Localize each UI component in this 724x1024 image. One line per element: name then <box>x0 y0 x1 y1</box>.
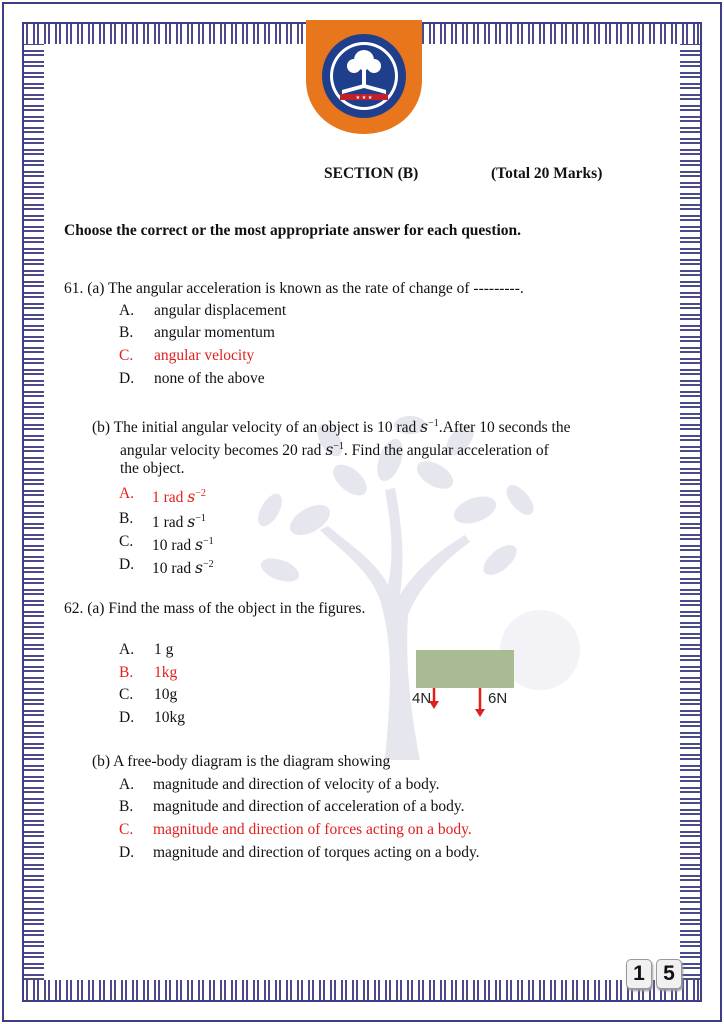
school-crest-logo <box>306 20 422 134</box>
option-text: 1 g <box>154 641 174 658</box>
question-62a-stem: 62. (a) Find the mass of the object in the figures. <box>64 600 366 617</box>
stem-text: . Find the angular acceleration of <box>343 442 549 460</box>
option-text: angular velocity <box>154 347 255 364</box>
unit-exponent: −2 <box>203 559 214 570</box>
svg-text:★ ★ ★: ★ ★ ★ <box>355 95 373 101</box>
option-text <box>152 484 206 508</box>
stem-text: angular velocity becomes 20 rad <box>120 442 326 460</box>
right-force-label: 6N <box>488 690 508 707</box>
unit-symbol: s <box>187 488 196 507</box>
option-text <box>152 555 214 579</box>
unit-symbol: s <box>420 418 429 437</box>
option-letter: D. <box>119 556 135 573</box>
unit-symbol: s <box>187 513 196 532</box>
option-text: 1kg <box>154 664 178 681</box>
question-61b-line3: the object. <box>120 460 185 477</box>
unit-exponent: −2 <box>195 488 206 499</box>
option-62a-d[interactable] <box>119 708 185 728</box>
option-61b-d[interactable] <box>119 555 214 578</box>
option-62b-d[interactable] <box>119 843 480 863</box>
option-text: magnitude and direction of forces acting on a body. <box>153 821 472 838</box>
option-letter: C. <box>119 533 134 550</box>
option-text: magnitude and direction of acceleration of a body. <box>153 798 465 815</box>
left-force-label: 4N <box>412 690 432 707</box>
force-diagram <box>408 648 528 708</box>
stem-text: (b) The initial angular velocity of an object is 10 rad <box>92 419 421 437</box>
unit-symbol: s <box>195 559 204 578</box>
option-61b-c[interactable] <box>119 532 214 555</box>
option-letter: D. <box>119 844 135 861</box>
option-text: none of the above <box>154 370 265 387</box>
value: 10 rad <box>152 537 196 555</box>
down-arrow-icon <box>428 688 440 710</box>
mass-block <box>416 650 514 688</box>
question-61b-line1 <box>92 414 570 438</box>
question-61b-line2 <box>120 437 549 461</box>
unit-exponent: −1 <box>428 418 439 429</box>
option-text <box>152 532 214 556</box>
instruction: Choose the correct or the most appropriate answer for each question. <box>64 222 522 239</box>
option-letter: C. <box>119 686 134 703</box>
option-61b-b[interactable] <box>119 509 206 532</box>
option-letter: B. <box>119 324 134 341</box>
unit-exponent: −1 <box>203 536 214 547</box>
option-62a-c[interactable] <box>119 685 178 705</box>
option-62b-c-correct[interactable] <box>119 820 472 840</box>
option-letter: A. <box>119 776 135 793</box>
section-title: SECTION (B) <box>324 165 419 182</box>
option-62a-b-correct[interactable] <box>119 663 178 683</box>
page-number-digit-2: 5 <box>656 959 682 989</box>
question-61a-stem: 61. (a) The angular acceleration is known as the rate of change of ---------. <box>64 280 524 297</box>
option-text: angular displacement <box>154 302 287 319</box>
option-text: magnitude and direction of velocity of a body. <box>153 776 440 793</box>
option-letter: A. <box>119 485 135 502</box>
value: 1 rad <box>152 489 188 507</box>
option-62b-a[interactable] <box>119 775 440 795</box>
option-61a-a[interactable] <box>119 301 287 321</box>
option-text: angular momentum <box>154 324 275 341</box>
option-letter: C. <box>119 821 134 838</box>
option-61b-a-correct[interactable] <box>119 484 206 507</box>
value: 1 rad <box>152 514 188 532</box>
option-letter: C. <box>119 347 134 364</box>
unit-symbol: s <box>195 536 204 555</box>
unit-symbol: s <box>325 441 334 460</box>
stem-text: .After 10 seconds the <box>438 419 571 437</box>
option-letter: B. <box>119 798 134 815</box>
option-text: magnitude and direction of torques acting on a body. <box>153 844 480 861</box>
option-letter: A. <box>119 302 135 319</box>
option-61a-b[interactable] <box>119 323 275 343</box>
question-62b-stem: (b) A free-body diagram is the diagram showing <box>92 753 391 770</box>
option-text: 10kg <box>154 709 185 726</box>
page-number-digit-1: 1 <box>626 959 652 989</box>
option-letter: B. <box>119 510 134 527</box>
option-61a-d[interactable] <box>119 369 265 389</box>
option-letter: D. <box>119 709 135 726</box>
unit-exponent: −1 <box>333 441 344 452</box>
section-marks: (Total 20 Marks) <box>491 165 603 182</box>
option-text <box>152 509 206 533</box>
option-letter: B. <box>119 664 134 681</box>
option-letter: A. <box>119 641 135 658</box>
option-letter: D. <box>119 370 135 387</box>
option-61a-c-correct[interactable] <box>119 346 255 366</box>
option-62b-b[interactable] <box>119 797 465 817</box>
down-arrow-icon <box>474 688 486 718</box>
option-62a-a[interactable] <box>119 640 174 660</box>
unit-exponent: −1 <box>195 513 206 524</box>
option-text: 10g <box>154 686 178 703</box>
value: 10 rad <box>152 560 196 578</box>
